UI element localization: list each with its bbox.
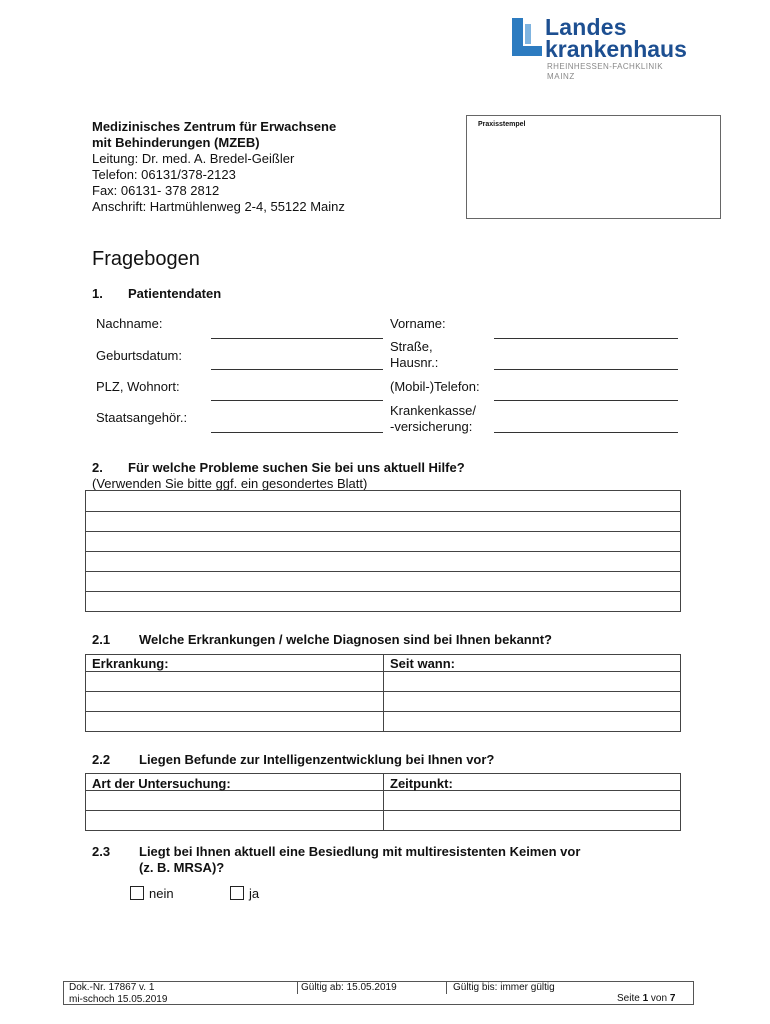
ja-checkbox[interactable] (230, 886, 244, 900)
nein-label: nein (149, 886, 174, 901)
table-row[interactable] (86, 810, 680, 811)
telefon-label: (Mobil-)Telefon: (390, 379, 480, 394)
untersuchung-header: Art der Untersuchung: (92, 776, 231, 791)
logo-text-line2: krankenhaus (545, 36, 687, 62)
strasse-label-line2: Hausnr.: (390, 355, 439, 370)
table-row[interactable] (86, 571, 680, 572)
nachname-label: Nachname: (96, 316, 163, 331)
anschrift-text: Anschrift: Hartmühlenweg 2-4, 55122 Mainz (92, 199, 345, 214)
logo-city: MAINZ (547, 72, 575, 81)
section2-number: 2. (92, 460, 103, 475)
section22-number: 2.2 (92, 752, 111, 767)
section2-note: (Verwenden Sie bitte ggf. ein gesondertes Blatt) (92, 476, 368, 491)
plz-label: PLZ, Wohnort: (96, 379, 180, 394)
plz-field[interactable] (211, 400, 383, 401)
staatsangehoer-field[interactable] (211, 432, 383, 433)
section22-heading: Liegen Befunde zur Intelligenzentwicklung bei Ihnen vor? (139, 752, 495, 767)
footer-page-number (617, 993, 675, 1015)
page-total: 7 (669, 993, 676, 1004)
page-title: Fragebogen (92, 248, 200, 270)
geburtsdatum-field[interactable] (211, 369, 383, 370)
page-prefix: Seite (617, 993, 640, 1004)
table-row[interactable] (86, 551, 680, 552)
org-name-line1: Medizinisches Zentrum für Erwachsene (92, 119, 337, 134)
section23-heading-line1: Liegt bei Ihnen aktuell eine Besiedlung mit multiresistenten Keimen vor (139, 844, 581, 859)
ja-label: ja (249, 886, 260, 901)
footer-divider (446, 982, 447, 994)
table-row[interactable] (86, 671, 680, 672)
nachname-field[interactable] (211, 338, 383, 339)
section1-number: 1. (92, 286, 103, 301)
org-name-line2: mit Behinderungen (MZEB) (92, 135, 260, 150)
staatsangehoer-label: Staatsangehör.: (96, 410, 188, 425)
table-row[interactable] (86, 711, 680, 712)
section23-number: 2.3 (92, 844, 111, 859)
logo-mark-icon (511, 18, 543, 58)
section23-heading-line2: (z. B. MRSA)? (139, 860, 225, 875)
vorname-label: Vorname: (390, 316, 446, 331)
column-divider (383, 774, 384, 830)
strasse-label-line1: Straße, (390, 339, 433, 354)
telefon-text: Telefon: 06131/378-2123 (92, 167, 236, 182)
erkrankung-header: Erkrankung: (92, 656, 169, 671)
telefon-field[interactable] (494, 400, 678, 401)
logo-subtitle: RHEINHESSEN-FACHKLINIK (547, 62, 663, 71)
footer-gueltig-bis: Gültig bis: immer gültig (453, 982, 555, 993)
address-block (92, 119, 345, 215)
footer-doknr: Dok.-Nr. 17867 v. 1 (69, 982, 155, 993)
problems-table (85, 490, 681, 612)
table-row[interactable] (86, 531, 680, 532)
section1-heading: Patientendaten (128, 286, 222, 301)
diagnoses-table (85, 654, 681, 732)
section21-heading: Welche Erkrankungen / welche Diagnosen sind bei Ihnen bekannt? (139, 632, 552, 647)
kasse-label-line2: -versicherung: (390, 419, 473, 434)
vorname-field[interactable] (494, 338, 678, 339)
table-row[interactable] (86, 691, 680, 692)
strasse-field[interactable] (494, 369, 678, 370)
nein-checkbox[interactable] (130, 886, 144, 900)
logo-text-line1: Landes (545, 14, 627, 40)
geburtsdatum-label: Geburtsdatum: (96, 348, 182, 363)
footer-divider (297, 982, 298, 994)
page-current: 1 (642, 993, 649, 1004)
section2-heading: Für welche Probleme suchen Sie bei uns aktuell Hilfe? (128, 460, 465, 475)
praxisstempel-label: Praxisstempel (478, 121, 526, 128)
hospital-logo (511, 14, 711, 84)
document-footer (63, 981, 694, 1005)
page-mid: von (650, 993, 668, 1004)
table-row[interactable] (86, 591, 680, 592)
section21-number: 2.1 (92, 632, 111, 647)
table-row[interactable] (86, 511, 680, 512)
footer-gueltig-ab: Gültig ab: 15.05.2019 (301, 982, 397, 993)
seit-wann-header: Seit wann: (390, 656, 456, 671)
footer-author: mi-schoch 15.05.2019 (69, 994, 168, 1005)
praxisstempel-box[interactable] (466, 115, 721, 219)
leitung-text: Leitung: Dr. med. A. Bredel-Geißler (92, 151, 295, 166)
kasse-label-line1: Krankenkasse/ (390, 403, 476, 418)
column-divider (383, 655, 384, 731)
zeitpunkt-header: Zeitpunkt: (390, 776, 453, 791)
fax-text: Fax: 06131- 378 2812 (92, 183, 220, 198)
kasse-field[interactable] (494, 432, 678, 433)
